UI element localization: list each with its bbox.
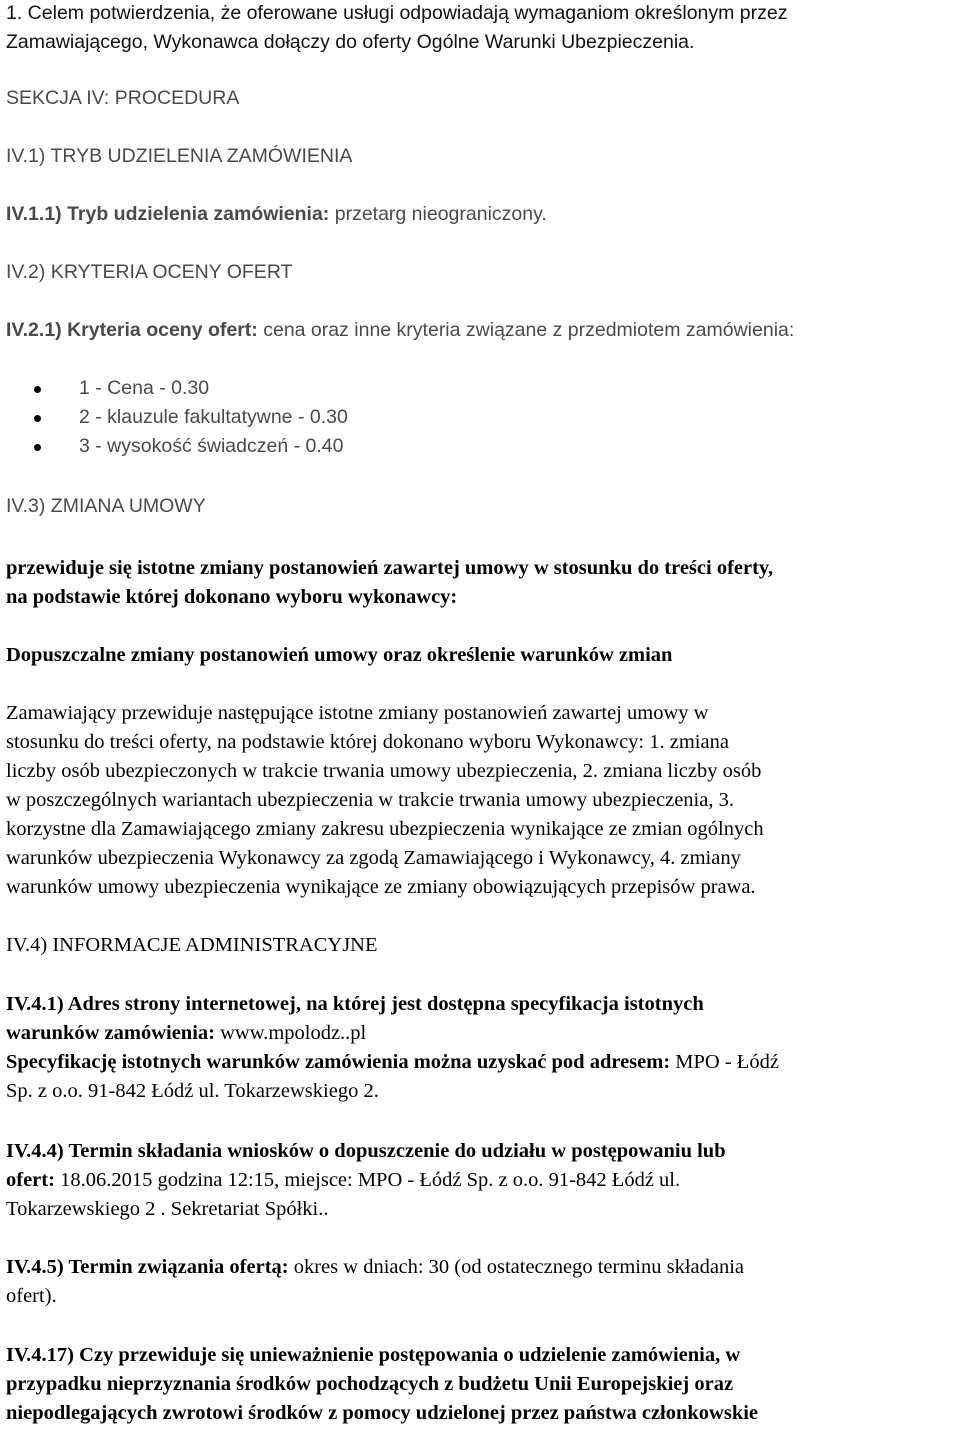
iv417-paragraph xyxy=(6,1341,954,1428)
iv3-bold-paragraph xyxy=(6,554,954,612)
list-item xyxy=(6,432,954,461)
iv2-item xyxy=(6,316,954,345)
iv417-line: niepodlegających zwrotowi środków z pomocy udzielonej przez państwa członkowskie xyxy=(6,1402,759,1424)
iv41-paragraph xyxy=(6,990,954,1106)
spec-value: Sp. z o.o. 91-842 Łódź ul. Tokarzewskiego 2. xyxy=(6,1080,379,1102)
iv1-item xyxy=(6,200,954,229)
iv45-value: okres w dniach: 30 (od ostatecznego terminu składania xyxy=(293,1256,745,1278)
criterion-text: 2 - klauzule fakultatywne - 0.30 xyxy=(79,406,348,428)
list-item xyxy=(6,374,954,403)
iv44-value: 18.06.2015 godzina 12:15, miejsce: MPO - Łódź Sp. z o.o. 91-842 Łódź ul. xyxy=(60,1169,681,1191)
iv3-body-line: korzystne dla Zamawiającego zmiany zakresu ubezpieczenia wynikające ze zmian ogólnych xyxy=(6,818,764,840)
iv44-label-line: IV.4.4) Termin składania wniosków o dopuszczenie do udziału w postępowaniu lub xyxy=(6,1140,726,1162)
bullet-icon xyxy=(34,444,41,451)
iv4-heading: IV.4) INFORMACJE ADMINISTRACYJNE xyxy=(6,934,378,956)
iv1-item-label: IV.1.1) Tryb udzielenia zamówienia: xyxy=(6,203,330,225)
section-heading: SEKCJA IV: PROCEDURA xyxy=(6,87,240,109)
iv3-body-line: warunków umowy ubezpieczenia wynikające ze zmiany obowiązujących przepisów prawa. xyxy=(6,876,756,898)
iv3-subheading: Dopuszczalne zmiany postanowień umowy oraz określenie warunków zmian xyxy=(6,644,673,666)
iv2-item-label: IV.2.1) Kryteria oceny ofert: xyxy=(6,319,258,341)
criterion-text: 3 - wysokość świadczeń - 0.40 xyxy=(79,435,344,457)
iv41-label-line: IV.4.1) Adres strony internetowej, na której jest dostępna specyfikacja istotnych xyxy=(6,993,704,1015)
spec-label: Specyfikację istotnych warunków zamówienia można uzyskać pod adresem: xyxy=(6,1051,671,1073)
intro-paragraph xyxy=(6,0,954,57)
iv1-heading: IV.1) TRYB UDZIELENIA ZAMÓWIENIA xyxy=(6,145,353,167)
iv3-body-line: liczby osób ubezpieczonych w trakcie trwania umowy ubezpieczenia, 2. zmiana liczby osób xyxy=(6,760,762,782)
iv3-body xyxy=(6,699,954,902)
iv417-line: przypadku nieprzyznania środków pochodzących z budżetu Unii Europejskiej oraz xyxy=(6,1373,734,1395)
iv45-label: IV.4.5) Termin związania ofertą: xyxy=(6,1256,289,1278)
iv3-body-line: stosunku do treści oferty, na podstawie której dokonano wyboru Wykonawcy: 1. zmiana xyxy=(6,731,729,753)
iv3-body-line: warunków ubezpieczenia Wykonawcy za zgodą Zamawiającego i Wykonawcy, 4. zmiany xyxy=(6,847,741,869)
spec-value: MPO - Łódź xyxy=(675,1051,779,1073)
iv3-body-line: Zamawiający przewiduje następujące istotne zmiany postanowień zawartej umowy w xyxy=(6,702,709,724)
intro-line: Zamawiającego, Wykonawca dołączy do oferty Ogólne Warunki Ubezpieczenia. xyxy=(6,31,695,53)
criterion-text: 1 - Cena - 0.30 xyxy=(79,377,210,399)
bullet-icon xyxy=(34,386,41,393)
list-item xyxy=(6,403,954,432)
intro-line: 1. Celem potwierdzenia, że oferowane usługi odpowiadają wymaganiom określonym przez xyxy=(6,2,788,24)
website-link[interactable]: www.mpolodz..pl xyxy=(220,1022,367,1044)
iv44-label-line: ofert: xyxy=(6,1169,55,1191)
bullet-icon xyxy=(34,415,41,422)
iv417-line: IV.4.17) Czy przewiduje się unieważnienie postępowania o udzielenie zamówienia, w xyxy=(6,1344,741,1366)
iv3-body-line: w poszczególnych wariantach ubezpieczenia w trakcie trwania umowy ubezpieczenia, 3. xyxy=(6,789,734,811)
iv2-heading: IV.2) KRYTERIA OCENY OFERT xyxy=(6,261,293,283)
iv45-value: ofert). xyxy=(6,1285,57,1307)
iv3-bold-line: przewiduje się istotne zmiany postanowień zawartej umowy w stosunku do treści oferty, xyxy=(6,557,774,579)
iv44-paragraph xyxy=(6,1137,954,1224)
criteria-list xyxy=(6,374,954,461)
iv2-item-value: cena oraz inne kryteria związane z przedmiotem zamówienia: xyxy=(263,319,795,341)
iv3-bold-line: na podstawie której dokonano wyboru wykonawcy: xyxy=(6,586,458,608)
iv45-paragraph xyxy=(6,1253,954,1311)
iv41-label-line: warunków zamówienia: xyxy=(6,1022,215,1044)
iv1-item-value: przetarg nieograniczony. xyxy=(334,203,547,225)
iv3-heading: IV.3) ZMIANA UMOWY xyxy=(6,495,206,517)
iv44-value: Tokarzewskiego 2 . Sekretariat Spółki.. xyxy=(6,1198,329,1220)
